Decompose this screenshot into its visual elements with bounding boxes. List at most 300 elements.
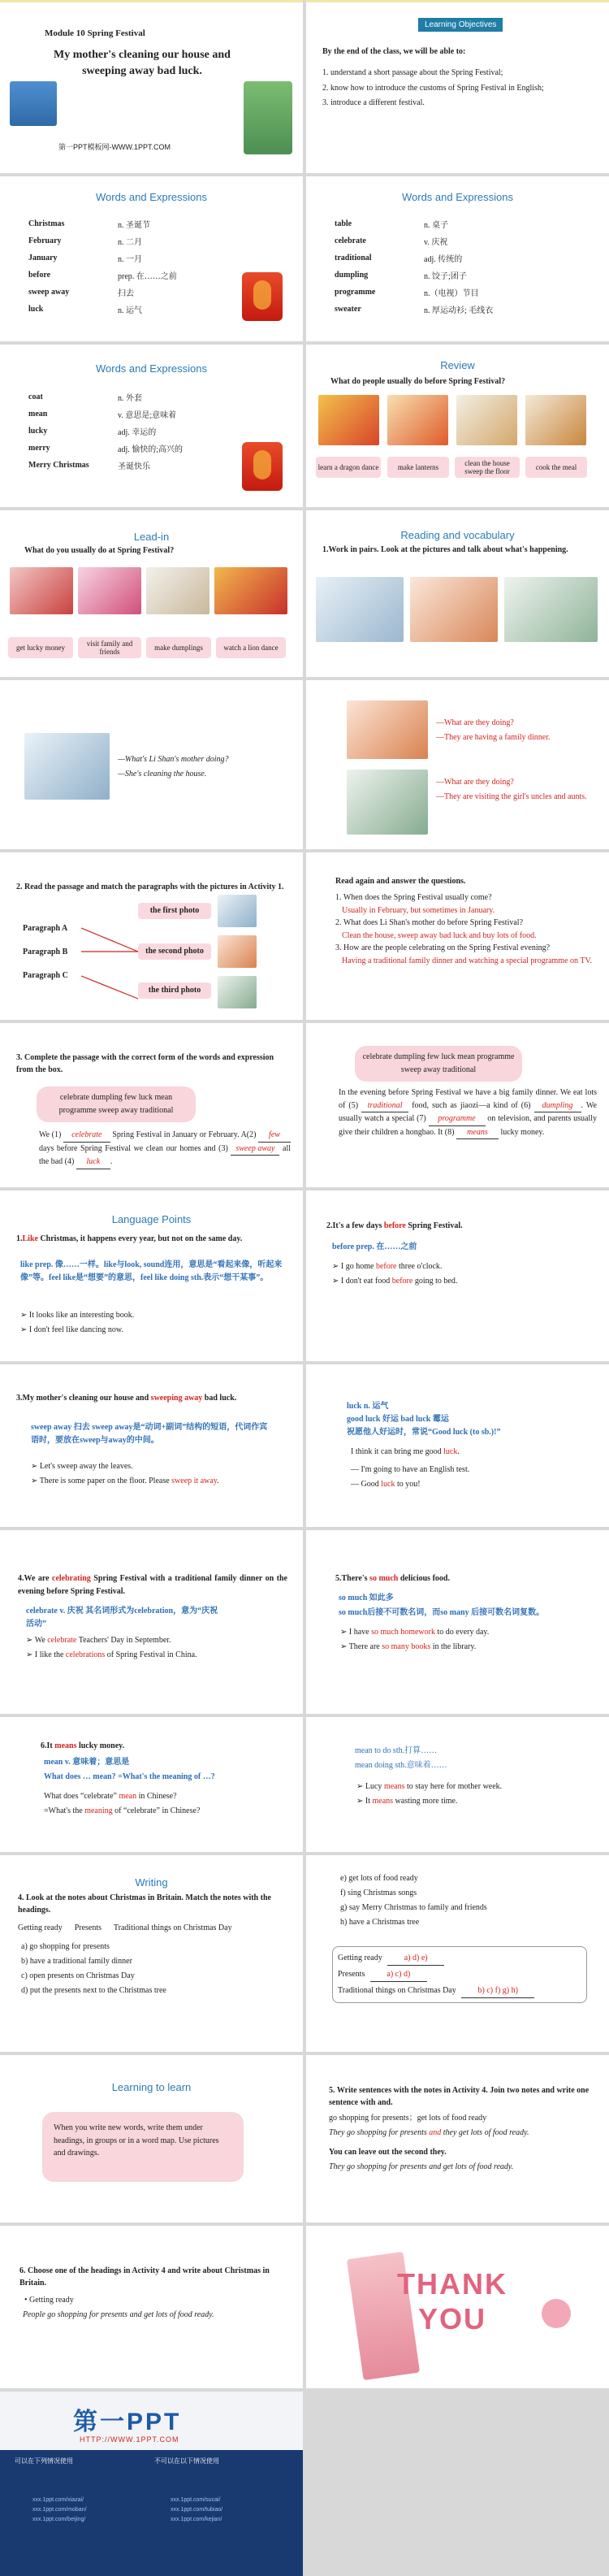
slide-9	[0, 680, 303, 849]
leadin-label: watch a lion dance	[216, 637, 286, 658]
vocab-table	[28, 215, 177, 318]
section-title: Language Points	[111, 1213, 192, 1225]
vocab-word: sweep away	[28, 288, 70, 297]
example: ➢ Let's sweep away the leaves.	[31, 1462, 133, 1471]
dialogue-answer: —They are having a family dinner.	[436, 733, 551, 742]
example-text: to stay here for mother week.	[404, 1782, 503, 1791]
example: — I'm going to have an English test.	[351, 1465, 470, 1474]
passage-text: days before Spring Festival we clean our homes and (3)	[39, 1143, 228, 1153]
key-word: meaning	[84, 1806, 113, 1815]
example	[31, 1475, 219, 1488]
slide-11	[0, 852, 303, 1020]
slide-17	[0, 1364, 303, 1527]
example-text: =What's the	[44, 1806, 85, 1815]
example-text: ➢ I have	[340, 1628, 372, 1637]
definition: luck n. 运气	[347, 1402, 389, 1411]
example-text: of Spring Festival in China.	[105, 1650, 197, 1659]
vocab-meaning: v. 庆祝	[424, 238, 448, 247]
answer-text: b) c) f) g) h)	[461, 1984, 534, 1998]
vocab-word: coat	[28, 392, 43, 401]
slide-24	[306, 1855, 609, 2052]
key-sentence	[41, 1740, 124, 1753]
footer-text: 第一PPT模板网-WWW.1PPT.COM	[58, 143, 171, 151]
slide-title: My mother's cleaning our house and sweeping away bad luck.	[54, 49, 231, 78]
slide-8	[306, 510, 609, 677]
example-text: They go shopping for presents	[329, 2128, 430, 2137]
key-word: means	[372, 1797, 394, 1806]
sentence-text: 3.My mother's cleaning our house and	[16, 1394, 151, 1403]
vocab-word: dumpling	[335, 271, 369, 280]
example	[351, 1478, 421, 1491]
activity-instruction: 1.Work in pairs. Look at the pictures and talk about what's happening.	[322, 545, 568, 554]
books-illustration	[10, 81, 57, 126]
sentence-text: 2.It's a few days	[326, 1221, 384, 1230]
dialogue-answer: —They are visiting the girl's uncles and aunts.	[436, 792, 587, 801]
links-list	[171, 2496, 222, 2525]
link[interactable]: xxx.1ppt.com/xiazai/	[32, 2497, 84, 2503]
photo-label: the second photo	[138, 943, 211, 960]
vocab-word: Christmas	[28, 219, 65, 228]
vocab-meaning: n. 厚运动衫; 毛线衣	[424, 306, 494, 315]
answer-box	[332, 1946, 587, 2003]
answer: Having a traditional family dinner and watching a special programme on TV.	[342, 956, 592, 965]
example-text: I think it can bring me good	[351, 1447, 444, 1456]
vocab-meaning: adj. 传统的	[424, 255, 463, 264]
definition: mean to do sth.打算……	[355, 1746, 438, 1755]
activity-instruction: 2. Read the passage and match the paragraphs with the pictures in Activity 1.	[16, 883, 284, 891]
definition: mean doing sth.意味着……	[355, 1761, 447, 1770]
note-item: e) get lots of food ready	[340, 1874, 418, 1883]
sentence-text: 4.We are	[18, 1574, 53, 1583]
vocab-meaning: n. 圣诞节	[118, 221, 150, 230]
example	[332, 1275, 457, 1288]
example-text: in Chinese?	[136, 1792, 177, 1801]
activity-instruction: 4. Look at the notes about Christmas in Britain. Match the notes with the headings.	[18, 1893, 271, 1915]
blank-answer: means	[456, 1126, 499, 1140]
photo-label: the third photo	[138, 982, 211, 999]
key-word: and	[429, 2128, 442, 2137]
headings: Getting ready Presents Traditional things on Christmas Day	[18, 1923, 232, 1932]
grammar-note: celebrate v. 庆祝 其名词形式为celebration，意为“庆祝活动”	[26, 1607, 218, 1628]
vocab-word: programme	[335, 288, 376, 297]
slide-6	[306, 345, 609, 507]
sentence-text: 1.	[16, 1234, 23, 1243]
grammar-note: sweep away 扫去 sweep away是“动词+副词”结构的短语，代词作宾语时，要放在sweep与away的中间。	[31, 1423, 268, 1445]
vocab-word: before	[28, 271, 51, 280]
vocab-meaning: 圣诞快乐	[118, 462, 150, 471]
key-sentence	[326, 1220, 463, 1233]
usage-heading: 可以在下列情况使用	[15, 2457, 73, 2465]
answer-row	[338, 1968, 427, 1982]
key-word: sweep it away	[171, 1477, 218, 1485]
vocab-meaning: n. 一月	[118, 255, 142, 264]
section-title: Reading and vocabulary	[400, 529, 515, 541]
review-label: learn a dragon dance	[316, 457, 381, 478]
sample-answer: People go shopping for presents and get lots of food ready.	[23, 2310, 214, 2319]
activity-instruction: 6. Choose one of the headings in Activity 4 and write about Christmas in Britain.	[19, 2266, 270, 2288]
vocab-meaning: n. 运气	[118, 306, 142, 315]
vocab-meaning: prep. 在……之前	[118, 272, 177, 281]
sentence-text: bad luck.	[202, 1394, 237, 1403]
example	[340, 1626, 489, 1639]
leadin-question: What do you usually do at Spring Festival?	[24, 546, 175, 555]
paragraph-label: Paragraph A	[23, 924, 68, 933]
slide-1	[0, 0, 303, 173]
example-text: ➢ I like the	[26, 1650, 66, 1659]
sentence-text: lucky money.	[76, 1741, 125, 1750]
vocab-meaning: n. 桌子	[424, 221, 448, 230]
usage-heading: 不可以在以下情况使用	[154, 2457, 219, 2465]
key-word: sweeping away	[150, 1394, 203, 1403]
slide-14	[306, 1023, 609, 1187]
slide-19	[0, 1530, 303, 1714]
vocab-table	[28, 388, 183, 474]
lantern-decoration	[242, 272, 283, 321]
key-word: Like	[22, 1234, 38, 1243]
sentence-text: 5.There's	[335, 1574, 370, 1583]
example	[44, 1790, 177, 1803]
example-sentence: They go shopping for presents and get lots of food ready.	[329, 2162, 514, 2171]
key-sentence	[18, 1572, 287, 1598]
review-label: cook the meal	[525, 457, 587, 478]
section-title: Words and Expressions	[95, 362, 208, 375]
slide-22	[306, 1717, 609, 1852]
vocab-table	[335, 215, 493, 318]
definition: mean v. 意味着；意思是	[44, 1758, 130, 1767]
vocab-word: lucky	[28, 427, 48, 436]
example-text: — Good	[351, 1480, 382, 1489]
passage-text: We (1)	[39, 1130, 62, 1139]
vocab-word: mean	[28, 410, 48, 418]
sentence-text: Spring Festival with a traditional family dinner on the evening before Spring Festival.	[18, 1574, 287, 1596]
vocab-meaning: v. 意思是;意味着	[118, 411, 177, 420]
cooking-picture	[525, 395, 586, 445]
example-text: What does “celebrate”	[44, 1792, 119, 1801]
slide-5	[0, 345, 303, 507]
passage-text: .	[110, 1157, 113, 1166]
section-title: Review	[440, 359, 475, 371]
heading-text: Presents	[338, 1970, 365, 1979]
notes-list	[21, 1940, 166, 1998]
objectives-list	[322, 67, 590, 110]
example-text: .	[457, 1447, 460, 1456]
notes-list	[340, 1871, 487, 1930]
link[interactable]: xxx.1ppt.com/tubiao/	[171, 2506, 223, 2513]
example-text: ➢ I go home	[332, 1262, 376, 1271]
vocab-word: Merry Christmas	[28, 461, 89, 470]
definition: What does … mean? =What's the meaning of …?	[44, 1772, 215, 1781]
key-word: before	[391, 1277, 413, 1286]
slide-12	[306, 852, 609, 1020]
word-box: celebrate dumpling few luck mean programme sweep away traditional	[355, 1046, 522, 1082]
passage-text: Spring Festival in January or February. A(2)	[112, 1130, 257, 1139]
answer-text: a) d) e)	[387, 1952, 444, 1966]
note-item: g) say Merry Christmas to family and friends	[340, 1903, 487, 1912]
family-dinner-picture	[410, 577, 498, 642]
cleaning-house-picture	[24, 733, 110, 800]
heading-choice: • Getting ready	[24, 2296, 74, 2305]
example	[26, 1634, 171, 1647]
example-text: they get lots of food ready.	[441, 2128, 529, 2137]
slide-20	[306, 1530, 609, 1714]
family-dinner-picture	[347, 700, 428, 759]
review-label: make lanterns	[387, 457, 449, 478]
paragraph-label: Paragraph B	[23, 948, 68, 956]
slide-10	[306, 680, 609, 849]
question: 3. How are the people celebrating on the Spring Festival evening?	[335, 943, 551, 952]
passage-text: on television, and parents usually give their children a hongbao. It (8)	[339, 1114, 597, 1137]
blank-answer: sweep away	[231, 1143, 279, 1156]
note-item: c) open presents on Christmas Day	[21, 1971, 135, 1980]
learning-tip-box: When you write new words, write them under headings, in groups or in a word map. Use pictures and drawings.	[42, 2112, 244, 2182]
key-word: before	[383, 1221, 406, 1230]
answer-row	[338, 1984, 534, 1998]
tip-line: You can leave out the second they.	[329, 2148, 447, 2157]
link[interactable]: xxx.1ppt.com/beijing/	[32, 2516, 86, 2522]
visiting-relatives-picture	[504, 577, 598, 642]
passage-text: food, such as jiaozi—a kind of (6)	[412, 1100, 531, 1110]
example	[44, 1805, 200, 1818]
slide-28	[306, 2226, 609, 2388]
section-title: Words and Expressions	[401, 191, 514, 203]
vocab-meaning: adj. 愉快的;高兴的	[118, 445, 183, 454]
example-text: in the library.	[430, 1642, 477, 1651]
objective-item: 3. introduce a different festival.	[322, 98, 425, 107]
blank-answer: dumpling	[534, 1099, 581, 1113]
slide-13	[0, 1023, 303, 1187]
link[interactable]: xxx.1ppt.com/moban/	[32, 2506, 87, 2513]
example: ➢ I don't feel like dancing now.	[20, 1325, 123, 1334]
key-word: celebrating	[52, 1574, 91, 1583]
vocab-meaning: 扫去	[118, 289, 134, 298]
example-text: ➢ It	[356, 1797, 373, 1806]
definition: 祝愿他人好运时，常说“Good luck (to sb.)!”	[347, 1428, 501, 1437]
lantern-decoration	[242, 442, 283, 491]
slide-25	[0, 2055, 303, 2223]
key-word: so much	[369, 1574, 399, 1583]
example	[340, 1641, 476, 1654]
third-photo-thumbnail	[218, 976, 257, 1008]
logo-url: HTTP://WWW.1PPT.COM	[80, 2435, 179, 2444]
vocab-word: luck	[28, 305, 44, 314]
vocab-meaning: n. 外套	[118, 394, 142, 403]
vocab-meaning: n.（电视）节目	[424, 289, 479, 298]
objectives-intro: By the end of the class, we will be able to:	[322, 47, 466, 56]
definition: good luck 好运 bad luck 霉运	[347, 1415, 449, 1424]
notes-line: go shopping for presents；get lots of food ready	[329, 2114, 487, 2123]
example-text: going to bed.	[412, 1277, 458, 1286]
example-text: ➢ I don't eat food	[332, 1277, 392, 1286]
question: 2. What does Li Shan's mother do before Spring Festival?	[335, 918, 524, 927]
sentence-text: Christmas, it happens every year, but not on the same day.	[37, 1234, 243, 1243]
example-text: to you!	[395, 1480, 421, 1489]
key-word: before	[375, 1262, 397, 1271]
note-item: f) sing Christmas songs	[340, 1889, 417, 1897]
objective-item: 2. know how to introduce the customs of Spring Festival in English;	[322, 83, 544, 93]
grammar-note: like prep. 像……一样。like与look, sound连用，意思是“看起来像，听起来像”等。feel like是“想要”的意思，feel like doing sth.表示“想干某事”。	[20, 1260, 283, 1282]
example	[332, 1260, 442, 1273]
section-title: Writing	[135, 1876, 168, 1889]
activity-instruction: 3. Complete the passage with the correct form of the words and expression from the box.	[16, 1053, 274, 1074]
note-item: a) go shopping for presents	[21, 1942, 110, 1951]
note-item: h) have a Christmas tree	[340, 1918, 420, 1927]
slide-18	[306, 1364, 609, 1527]
slide-21	[0, 1717, 303, 1852]
example-text: wasting more time.	[393, 1797, 458, 1806]
example: ➢ It looks like an interesting book.	[20, 1311, 135, 1320]
dialogue-question: —What are they doing?	[436, 718, 514, 727]
sentence-text: 6.It	[41, 1741, 55, 1750]
key-word: means	[383, 1782, 405, 1791]
key-word: celebrate	[47, 1636, 77, 1645]
slide-3	[0, 176, 303, 341]
match-lines	[81, 909, 146, 1007]
example-text: ➢ There is some paper on the floor. Please	[31, 1477, 172, 1485]
objective-item: 1. understand a short passage about the Spring Festival;	[322, 68, 503, 77]
answer: Usually in February, but sometimes in January.	[342, 905, 495, 915]
leadin-label: make dumplings	[146, 637, 211, 658]
passage	[39, 1129, 291, 1169]
example-text: ➢ There are	[340, 1642, 382, 1651]
answer: Clean the house, sweep away bad luck and buy lots of food.	[342, 930, 537, 940]
sentence-text: Spring Festival.	[405, 1221, 463, 1230]
key-word: so much homework	[371, 1628, 435, 1637]
logo-text: 第一PPT	[73, 2409, 182, 2435]
dialogue-answer: —She's cleaning the house.	[118, 770, 207, 778]
vocab-word: table	[335, 219, 352, 228]
key-word: luck	[443, 1447, 458, 1456]
dialogue-question: —What are they doing?	[436, 778, 514, 787]
paragraph-label: Paragraph C	[23, 971, 68, 980]
slide-15	[0, 1190, 303, 1361]
slide-23	[0, 1855, 303, 2052]
slide-4	[306, 176, 609, 341]
example-text: ➢ We	[26, 1636, 48, 1645]
objectives-badge: Learning Objectives	[418, 18, 503, 32]
key-sentence	[16, 1392, 284, 1405]
activity-instruction: 5. Write sentences with the notes in Activity 4. Join two notes and write one sentence with and.	[329, 2086, 590, 2107]
links-list	[32, 2496, 87, 2525]
blank-answer: celebrate	[63, 1129, 110, 1143]
key-word: means	[54, 1741, 77, 1750]
leadin-label: visit family and friends	[78, 637, 141, 658]
thank-you-text: THANK YOU	[397, 2267, 508, 2336]
review-question: What do people usually do before Spring Festival?	[330, 377, 506, 386]
questions-block	[335, 891, 599, 967]
example	[356, 1780, 502, 1793]
info-panel	[0, 2450, 303, 2576]
example-text: of “celebrate” in Chinese?	[112, 1806, 201, 1815]
example-text: to do every day.	[434, 1628, 490, 1637]
vocab-word: February	[28, 236, 62, 245]
link[interactable]: xxx.1ppt.com/kejian/	[171, 2516, 222, 2522]
visiting-relatives-picture	[347, 770, 428, 835]
answer-text: a) c) d)	[370, 1968, 427, 1982]
heading-text: Getting ready	[338, 1954, 382, 1962]
vocab-meaning: adj. 幸运的	[118, 428, 157, 437]
dragon-dance-picture	[318, 395, 379, 445]
section-title: Learning to learn	[111, 2081, 192, 2093]
vocab-word: sweater	[335, 305, 361, 314]
blank-answer: few	[258, 1129, 291, 1143]
passage-text: . We usually watch a special (7)	[339, 1100, 597, 1123]
cleaning-picture	[456, 395, 517, 445]
vocab-word: traditional	[335, 254, 372, 262]
lanterns-picture	[387, 395, 448, 445]
key-word: so many books	[382, 1642, 431, 1651]
example-text: three o'clock.	[396, 1262, 443, 1271]
photo-label: the first photo	[138, 903, 211, 919]
sentence-text: delicious food.	[398, 1574, 450, 1583]
vocab-meaning: n. 二月	[118, 238, 142, 247]
passage	[339, 1086, 597, 1139]
note-item: d) put the presents next to the Christmas tree	[21, 1986, 166, 1995]
key-word: celebrations	[65, 1650, 106, 1659]
blank-answer: traditional	[361, 1099, 408, 1113]
leadin-label: get lucky money	[8, 637, 73, 658]
section-title: Lead-in	[133, 531, 170, 543]
blank-answer: programme	[429, 1112, 486, 1126]
dumplings-picture	[146, 567, 209, 614]
vocab-word: January	[28, 254, 58, 262]
flower-decoration	[542, 2299, 571, 2328]
link[interactable]: xxx.1ppt.com/sucai/	[171, 2497, 221, 2503]
example-text: ➢ Lucy	[356, 1782, 384, 1791]
second-photo-thumbnail	[218, 935, 257, 968]
key-sentence	[335, 1572, 450, 1585]
slide-2	[306, 0, 609, 173]
note-item: b) have a traditional family dinner	[21, 1957, 132, 1966]
key-sentence	[16, 1233, 288, 1246]
definition: before prep. 在……之前	[332, 1242, 417, 1251]
module-label: Module 10 Spring Festival	[45, 28, 145, 38]
activity-instruction: Read again and answer the questions.	[335, 877, 466, 886]
definition: so much后接不可数名词，而so many 后接可数名词复数。	[339, 1608, 545, 1617]
passage-text: lucky money.	[500, 1127, 545, 1137]
lucky-money-picture	[10, 567, 73, 614]
answer-row	[338, 1952, 444, 1966]
blank-answer: luck	[76, 1156, 110, 1169]
vocab-word: merry	[28, 444, 50, 453]
slide-29	[0, 2392, 303, 2576]
passage-text: all the bad (4)	[39, 1143, 291, 1166]
cleaning-house-picture	[316, 577, 404, 642]
key-word: luck	[381, 1480, 395, 1489]
section-title: Words and Expressions	[95, 191, 208, 203]
example	[356, 1795, 457, 1808]
visit-family-picture	[78, 567, 141, 614]
review-label: clean the house sweep the floor	[455, 457, 520, 478]
definition: so much 如此多	[339, 1594, 394, 1602]
example-text: Teachers' Day in September.	[76, 1636, 171, 1645]
girl-reading-illustration	[244, 81, 292, 154]
heading-text: Traditional things on Christmas Day	[338, 1986, 456, 1995]
slide-16	[306, 1190, 609, 1361]
word-box: celebrate dumpling few luck mean programme sweep away traditional	[37, 1086, 196, 1122]
slide-7	[0, 510, 303, 677]
vocab-word: celebrate	[335, 236, 366, 245]
slide-27	[0, 2226, 303, 2388]
vocab-meaning: n. 饺子;团子	[424, 272, 467, 281]
example	[26, 1649, 197, 1662]
example-sentence	[329, 2127, 529, 2140]
key-word: mean	[119, 1792, 137, 1801]
example	[351, 1446, 460, 1459]
first-photo-thumbnail	[218, 895, 257, 927]
lion-dance-picture	[214, 567, 287, 614]
slide-26	[306, 2055, 609, 2223]
question: 1. When does the Spring Festival usually come?	[335, 893, 492, 902]
